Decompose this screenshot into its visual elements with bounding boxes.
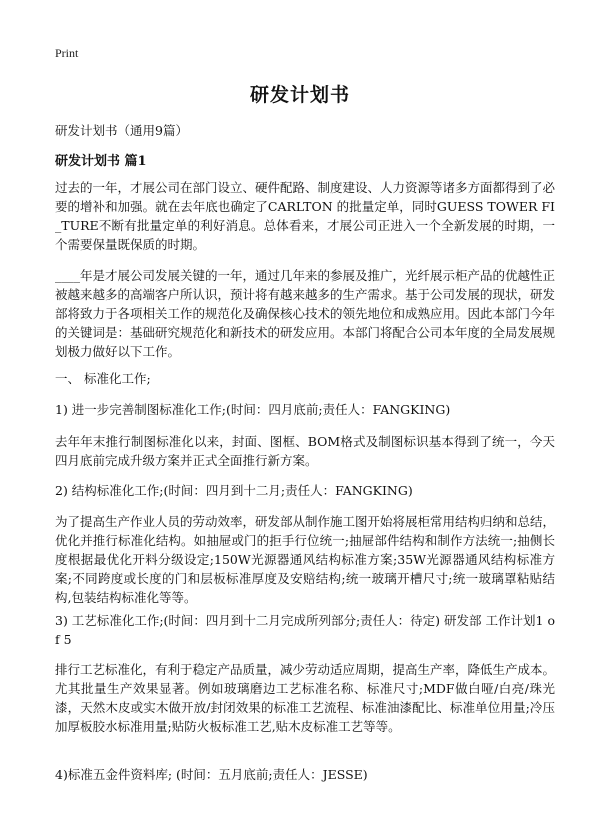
- paragraph: ____年是才展公司发展关键的一年，通过几年来的参展及推广，光纤展示柜产品的优越性正被越来越多的高端客户所认识，预计将有越来越多的生产需求。基于公司发展的现状，研发部将致力于各项相关工作的规范化及确保核心技术的领先地位和成熟应用。因此本部门今年的关键词是：基础研究规范化和新技术的研发应用。本部门将配合公司本年度的全局发展规划极力做好以下工作。: [55, 268, 556, 359]
- section-heading: 研发计划书 篇1: [55, 154, 147, 169]
- document-subtitle: 研发计划书（通用9篇）: [55, 123, 188, 138]
- task-item: 4)标准五金件资料库; (时间：五月底前;责任人：JESSE): [55, 767, 368, 782]
- task-item: 1) 进一步完善制图标准化工作;(时间：四月底前;责任人：FANGKING): [55, 402, 451, 417]
- paragraph: 过去的一年，才展公司在部门设立、硬件配路、制度建设、人力资源等诸多方面都得到了必要的增补和加强。就在去年底也确定了CARLTON 的批量定单，同时GUESS TOWER FI_TURE不断有批量定单的利好消息。总体看来，才展公司正进入一个全新发展的时期，一个需要保量既保质的时期。: [55, 180, 556, 252]
- paragraph: 为了提高生产作业人员的劳动效率，研发部从制作施工图开始将展柜常用结构归纳和总结，优化并推行标准化结构。如抽屉或门的拒手行位统一;抽屉部件结构和制作方法统一;抽侧长度根据最优化开料分级设定;150W光源器通风结构标准方案;35W光源器通风结构标准方案;不同跨度或长度的门和层板标准厚度及安赔结构;统一玻璃开槽尺寸;统一玻璃罩粘贴结构,包装结构标准化等等。: [55, 514, 556, 605]
- task-item: 2) 结构标准化工作;(时间：四月到十二月;责任人：FANGKING): [55, 483, 413, 498]
- paragraph: 去年年末推行制图标准化以来，封面、图框、BOM格式及制图标识基本得到了统一，今天四月底前完成升级方案并正式全面推行新方案。: [55, 434, 555, 468]
- document-title: 研发计划书: [249, 84, 350, 106]
- list-heading: 一、 标准化工作;: [55, 371, 151, 386]
- paragraph: 排行工艺标准化，有利于稳定产品质量，减少劳动适应周期，提高生产率，降低生产成本。尤其批量生产效果显著。例如玻璃磨边工艺标准名称、标准尺寸;MDF做白哑/白亮/珠光漆，天然木皮或实木做开放/封闭效果的标准工艺流程、标准油漆配比、标准单位用量;冷压加厚板胶水标准用量;贴防火板标准工艺,贴木皮标准工艺等等。: [55, 662, 556, 734]
- print-link[interactable]: Print: [55, 46, 79, 60]
- task-item: 3) 工艺标准化工作;(时间：四月到十二月完成所列部分;责任人：待定) 研发部 工作计划1 of 5: [55, 613, 555, 647]
